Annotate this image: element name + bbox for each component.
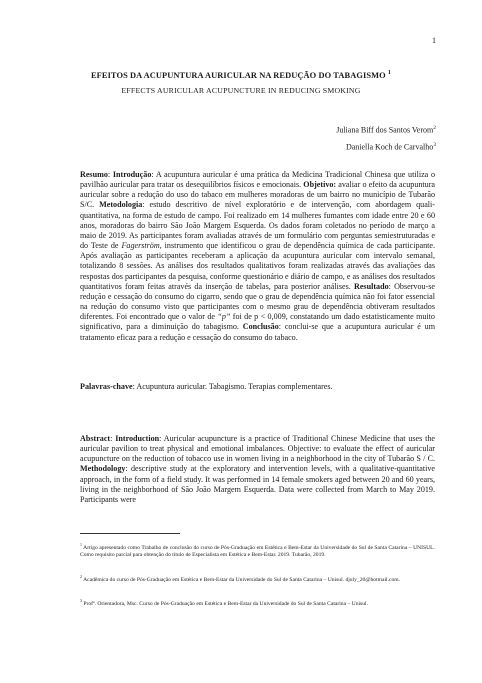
resumo-intro-text: : A acupuntura auricular é uma prática da Medicina Tradicional Chinesa que utiliza o pavilhão auricular para tratar os desequilíbrios físicos e emocionais. (80, 170, 435, 190)
page-number: 1 (432, 36, 436, 45)
title-footnote-marker: 1 (387, 70, 392, 76)
footnote-3 (80, 597, 435, 608)
abstract-paragraph: Abstract: Introduction: Auricular acupuncture is a practice of Traditional Chinese Medicine that uses the auricular pavilion to treat physical and emotional imbalances. Objective: to evaluate the effect of auricular acupuncture on the reduction of tobacco use in women living in a neighborhood in the city of Tubarão S / C. Methodology: descriptive study at the exploratory and intervention levels, with a qualitative-quantitative approach, in the form of a field study. It was performed in 14 female smokers aged between 20 and 60 years, living in the neighborhood of São João Margem Esquerda. Data were collected from March to May 2019. Participants were (80, 434, 435, 504)
footnote-2-marker: 2 (80, 574, 82, 579)
footnote-3-text: Profª. Orientadora, Msc. Curso de Pós-Graduação em Estética e Bem-Estar da Universidade do Sul de Santa Catarina – Unisul. (82, 600, 368, 607)
resumo-intro-label: Introdução (112, 170, 152, 179)
author-2-marker: 3 (433, 141, 436, 148)
abstract-intro-text: : Auricular acupuncture is a practice of Traditional Chinese Medicine that uses the auricular pavilion to treat physical and emotional imbalances. Objective: to evaluate the effect of auricular acupuncture on the reduction of tobacco use in women living in a neighborhood in the city of Tubarão S / C. (80, 434, 435, 464)
footnote-3-marker: 3 (80, 598, 82, 603)
abstract-method-text: : descriptive study at the exploratory and intervention levels, with a qualitative-quantitative approach, in the form of a field study. It was performed in 14 female smokers aged between 20 and 60 years, living in the neighborhood of São João Margem Esquerda. Data were collected from March to May 2019. Participants were (80, 464, 435, 504)
footnote-1-text: Artigo apresentado como Trabalho de conclusão do curso de Pós-Graduação em Estética e Bem-Estar da Universidade do Sul de Santa Catarina – UNISUL. Como requisito parcial para obtenção do título de Especialista em Estética e Bem-Estar. 2019. Tubarão, 2019. (80, 544, 435, 559)
title-portuguese-text: EFEITOS DA ACUPUNTURA AURICULAR NA REDUÇÃO DO TABAGISMO (90, 70, 386, 80)
resumo-objective-label: Objetivo: (303, 180, 337, 190)
author-2 (336, 138, 436, 155)
resumo-result-text: : Observou-se redução e cessação do consumo do cigarro, sendo que o grau de dependência química não foi fator essencial na redução do consumo visto que participantes com o mesmo grau de dependência obtiveram resultados diferentes. Foi encontrado que o valor de (80, 281, 435, 322)
author-list (336, 121, 436, 154)
footnote-2-text: Acadêmica do curso de Pós-Graduação em Estética e Bem-Estar da Universidade do Sul de Santa Catarina – Unisul. djuly_20@hotmail.com. (82, 576, 401, 583)
resumo-method-italic: Fagerström (121, 241, 160, 251)
resumo-label: Resumo (80, 170, 108, 179)
resumo-method-label: Metodologia (99, 200, 143, 210)
resumo-result-text-2: foi de p < 0,009, constatando um dado estatisticamente muito significativo, para a diminuição do tabagismo. (80, 312, 435, 332)
keywords-paragraph (80, 382, 435, 392)
footnote-2 (80, 573, 435, 584)
footnote-rule (80, 533, 180, 534)
abstract-label: Abstract (80, 434, 111, 443)
resumo-method-text: : estudo descritivo de nível exploratório e de intervenção, com abordagem quali-quantitativa, na forma de estudo de campo. Foi realizado em 14 mulheres fumantes com idade entre 20 e 60 anos, moradoras do bairro São João Margem Esquerda. Os dados foram coletados no período de março a maio de 2019. As participantes foram avaliadas através de um formulário com perguntas semiestruturadas e do Teste de (80, 200, 435, 251)
author-1 (336, 121, 436, 138)
title-english: EFFECTS AURICULAR ACUPUNCTURE IN REDUCING SMOKING (121, 86, 361, 95)
resumo-conclusion-label: Conclusão (242, 322, 279, 332)
resumo-paragraph: Resumo: Introdução: A acupuntura auricular é uma prática da Medicina Tradicional Chinesa que utiliza o pavilhão auricular para tratar os desequilíbrios físicos e emocionais. Objetivo: avaliar o efeito da acupuntura auricular sobre a redução do uso do tabaco em mulheres moradoras de um bairro no município de Tubarão S/C. Metodologia: estudo descritivo de nível exploratório e de intervenção, com abordagem quali-quantitativa, na forma de estudo de campo. Foi realizado em 14 mulheres fumantes com idade entre 20 e 60 anos, moradoras do bairro São João Margem Esquerda. Os dados foram coletados no período de março a maio de 2019. As participantes foram avaliadas através de um formulário com perguntas semiestruturadas e do Teste de Fagerström, instrumento que identificou o grau de dependência química de cada participante. Após avaliação as participantes receberam a aplicação da acupuntura auricular com intervalo semanal, totalizando 8 sessões. As análises dos resultados qualitativos foram realizadas através das avaliações das respostas dos participantes da pesquisa, conforme questionário e diário de campo, e as análises dos resultados quantitativos foram feitas através da inserção de tabelas, para posterior análises. Resultado: Observou-se redução e cessação do consumo do cigarro, sendo que o grau de dependência química não foi fator essencial na redução do consumo visto que participantes com o mesmo grau de dependência obtiveram resultados diferentes. Foi encontrado que o valor de “p” foi de p < 0,009, constatando um dado estatisticamente muito significativo, para a diminuição do tabagismo. Conclusão: conclui-se que a acupuntura auricular é um tratamento eficaz para a redução e cessação do consumo do tabaco. (80, 170, 436, 342)
resumo-result-italic: “p” (217, 312, 231, 322)
resumo-result-label: Resultado (353, 281, 389, 291)
resumo-objective-text: avaliar o efeito da acupuntura auricular sobre a redução do uso do tabaco em mulheres moradoras de um bairro no município de Tubarão S/C. (80, 180, 436, 210)
resumo-conclusion-text: : conclui-se que a acupuntura auricular é um tratamento eficaz para a redução e cessação do consumo do tabaco. (80, 322, 435, 342)
footnote-1 (80, 541, 435, 559)
author-1-name: Juliana Biff dos Santos Verom (336, 125, 434, 135)
abstract-method-label: Methodology (80, 464, 126, 474)
keywords-text: : Acupuntura auricular. Tabagismo. Terapias complementares. (132, 382, 333, 391)
title-portuguese (0, 70, 482, 80)
author-1-marker: 2 (433, 125, 436, 131)
keywords-label: Palavras-chave (80, 382, 133, 391)
abstract-intro-label: Introduction (115, 434, 160, 443)
author-2-name: Daniella Koch de Carvalho (345, 142, 434, 152)
footnote-1-marker: 1 (80, 542, 82, 547)
resumo-method-text-2: , instrumento que identificou o grau de dependência química de cada participante. Após avaliação as participantes receberam a aplicação da acupuntura auricular com intervalo semanal, totalizando 8 sessões. As análises dos resultados qualitativos foram realizadas através das avaliações das respostas dos participantes da pesquisa, conforme questionário e diário de campo, e as análises dos resultados quantitativos foram feitas através da inserção de tabelas, para posterior análises. (80, 241, 436, 291)
